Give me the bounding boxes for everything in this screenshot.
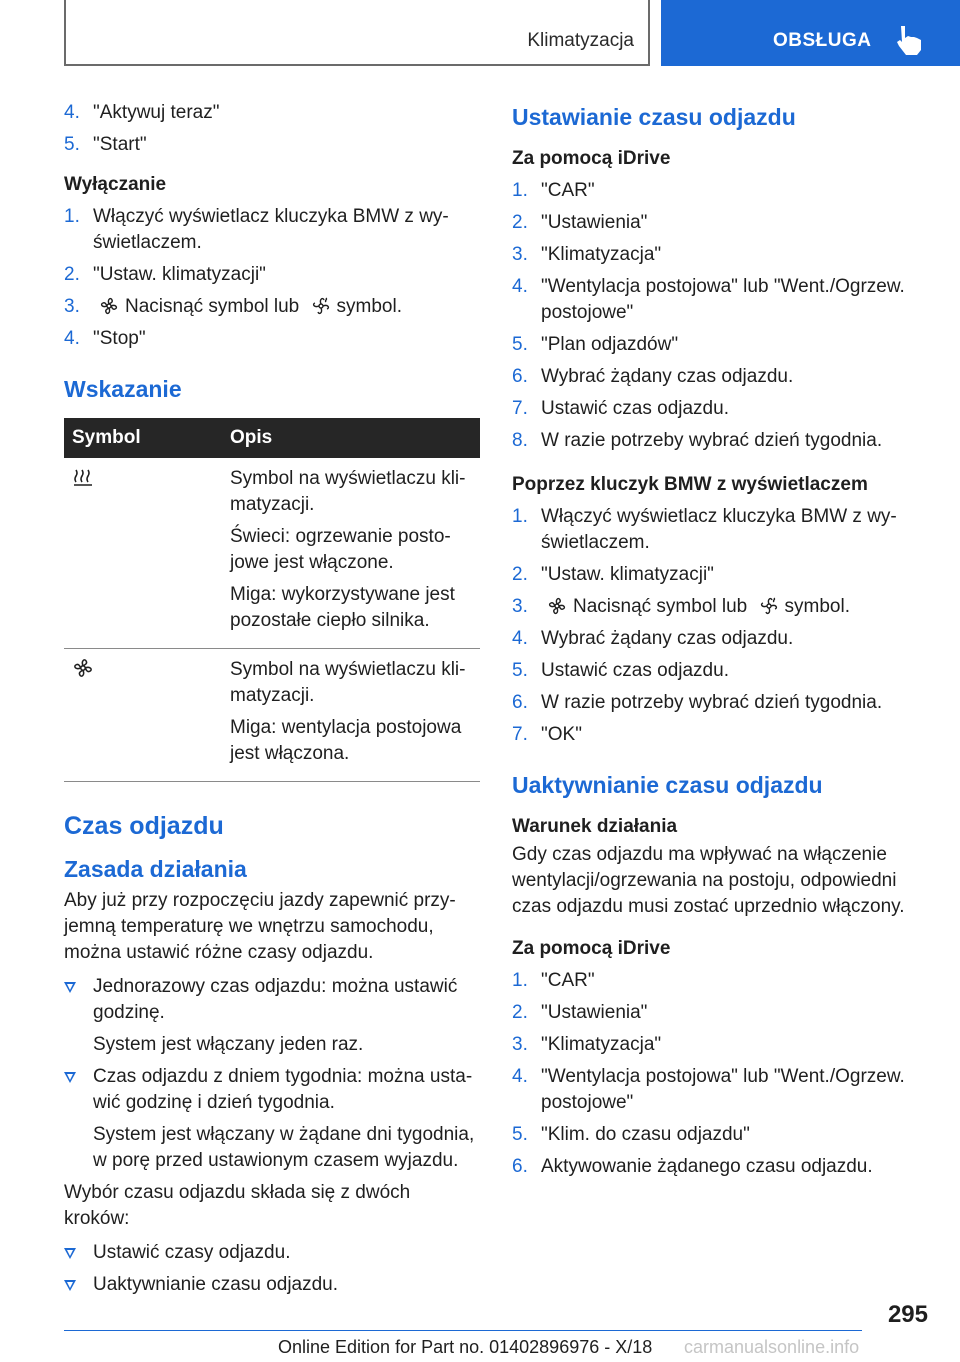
list-item: 2. "Ustaw. klimatyzacji" [64, 264, 266, 285]
left-column [64, 100, 480, 1304]
heading-activate-departure: Uaktywnianie czasu odjazdu [512, 772, 823, 798]
list-item: 6. Wybrać żądany czas odjazdu. [512, 366, 794, 387]
list-item: 5. "Plan odjazdów" [512, 334, 679, 355]
table-header-symbol: Symbol [64, 418, 222, 458]
footer-edition: Online Edition for Part no. 01402896976 - X/18 [278, 1337, 653, 1357]
heading-departure-time: Czas odjazdu [64, 812, 224, 840]
list-item: 2. "Ustaw. klimatyzacji" [512, 564, 714, 585]
list-item: 7. Ustawić czas odjazdu. [512, 398, 729, 419]
list-item: 1. Włączyć wyświetlacz kluczyka BMW z wy-świetlaczem. [64, 206, 449, 253]
steps-bullets [64, 1240, 480, 1298]
table-cell-text: Symbol na wyświetlaczu kli-matyzacji. [230, 468, 466, 515]
list-item: 4. "Aktywuj teraz" [64, 102, 220, 123]
heading-idrive-2: Za pomocą iDrive [512, 938, 671, 959]
departure-options-list [64, 974, 480, 1174]
switch-off-list [64, 204, 480, 352]
idrive-steps-list [512, 178, 912, 454]
fan-icon [72, 657, 94, 679]
list-item: 1. Włączyć wyświetlacz kluczyka BMW z wy-świetlaczem. [512, 506, 897, 553]
list-item: 3. "Klimatyzacja" [512, 1034, 662, 1055]
key-steps-list [512, 504, 912, 748]
list-item: 4. Wybrać żądany czas odjazdu. [512, 628, 794, 649]
heating-icon [72, 466, 94, 488]
list-item: 3. Nacisnąć symbol lub symbol. [64, 296, 402, 317]
list-item: 1. "CAR" [512, 180, 595, 201]
list-item: 6. Aktywowanie żądanego czasu odjazdu. [512, 1156, 873, 1177]
list-item: 1. "CAR" [512, 970, 595, 991]
table-cell-text: Symbol na wyświetlaczu kli-matyzacji. [230, 659, 466, 706]
header-section-box [64, 0, 650, 66]
chapter-tab[interactable] [661, 0, 960, 66]
choice-text: Wybór czasu odjazdu składa się z dwóch kroków: [64, 1182, 411, 1229]
list-item: Ustawić czasy odjazdu. [64, 1240, 480, 1266]
list-item: 5. "Start" [64, 134, 147, 155]
bullet-triangle-icon [64, 982, 76, 993]
heading-key-display: Poprzez kluczyk BMW z wyświetlaczem [512, 474, 868, 495]
heading-principle: Zasada działania [64, 856, 247, 882]
heading-set-departure: Ustawianie czasu odjazdu [512, 104, 796, 130]
bullet-triangle-icon [64, 1248, 76, 1259]
section-title: Klimatyzacja [527, 30, 634, 51]
table-header-description: Opis [222, 418, 480, 458]
list-item: 3. Nacisnąć symbol lub symbol. [512, 596, 850, 617]
right-column [512, 100, 912, 1186]
start-steps-list [64, 100, 480, 158]
table-cell-text: Miga: wentylacja postojowa jest włączona. [230, 717, 462, 764]
list-item: 2. "Ustawienia" [512, 1002, 648, 1023]
bullet-triangle-icon [64, 1072, 76, 1083]
symbol-table [64, 418, 480, 782]
footer-divider [64, 1330, 862, 1331]
list-item: 3. "Klimatyzacja" [512, 244, 662, 265]
table-row [64, 649, 480, 782]
table-cell-text: Miga: wykorzystywane jest pozostałe ciepło silnika. [230, 584, 455, 631]
list-item: 2. "Ustawienia" [512, 212, 648, 233]
chapter-tab-label: OBSŁUGA [773, 30, 872, 51]
bullet-triangle-icon [64, 1280, 76, 1291]
list-item: 5. Ustawić czas odjazdu. [512, 660, 729, 681]
heading-switch-off: Wyłączanie [64, 174, 167, 195]
heading-display: Wskazanie [64, 376, 182, 402]
heating-fan-icon [759, 596, 779, 616]
heading-idrive-1: Za pomocą iDrive [512, 148, 671, 169]
table-cell-text: Świeci: ogrzewanie posto-jowe jest włączone. [230, 526, 451, 573]
hand-pointer-icon [895, 24, 925, 56]
list-item: Czas odjazdu z dniem tygodnia: można usta-wić godzinę i dzień tygodnia. System jest włączany w żądane dni tygodnia, w porę przed ustawionym czasem wyjazdu. [64, 1064, 480, 1174]
list-item: 5. "Klim. do czasu odjazdu" [512, 1124, 750, 1145]
list-item: 4. "Wentylacja postojowa" lub "Went./Ogrzew. postojowe" [512, 276, 905, 323]
fan-icon [547, 596, 567, 616]
table-row [64, 458, 480, 649]
list-item: 4. "Stop" [64, 328, 146, 349]
heating-fan-icon [311, 296, 331, 316]
list-item: 8. W razie potrzeby wybrać dzień tygodnia. [512, 430, 883, 451]
list-item: 7. "OK" [512, 724, 582, 745]
list-item: 4. "Wentylacja postojowa" lub "Went./Ogrzew. postojowe" [512, 1066, 905, 1113]
principle-text: Aby już przy rozpoczęciu jazdy zapewnić przy-jemną temperaturę we wnętrzu samochodu, można ustawić różne czasy odjazdu. [64, 890, 456, 963]
idrive-activate-list [512, 968, 912, 1180]
footer-watermark[interactable]: carmanualsonline.info [684, 1337, 860, 1357]
list-item: Jednorazowy czas odjazdu: można ustawić godzinę. System jest włączany jeden raz. [64, 974, 480, 1058]
list-item: Uaktywnianie czasu odjazdu. [64, 1272, 480, 1298]
list-item: 6. W razie potrzeby wybrać dzień tygodnia. [512, 692, 883, 713]
condition-text: Gdy czas odjazdu ma wpływać na włączenie wentylacji/ogrzewania na postoju, odpowiedni czas odjazdu musi zostać uprzednio włączony. [512, 844, 905, 917]
page-number: 295 [887, 1301, 928, 1328]
fan-icon [99, 296, 119, 316]
heading-condition: Warunek działania [512, 816, 678, 837]
